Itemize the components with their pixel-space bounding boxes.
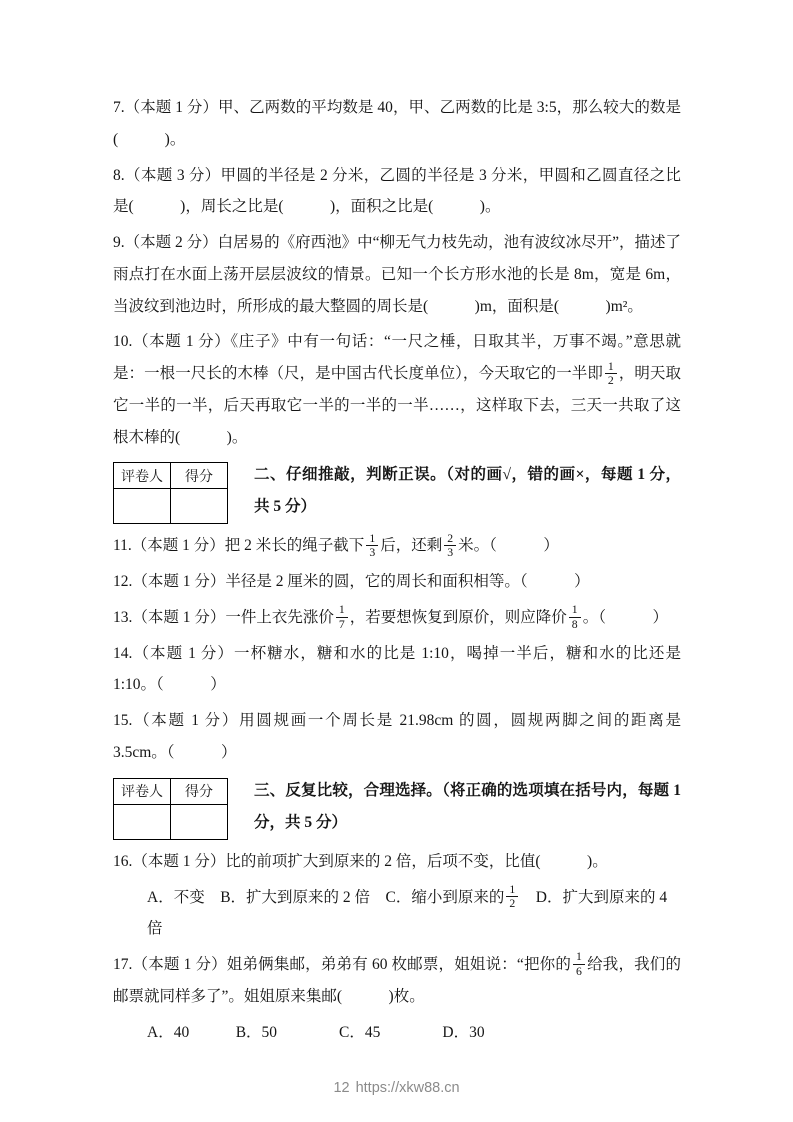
question-16-options: A．不变 B．扩大到原来的 2 倍 C．缩小到原来的 $\frac{1}{2}$ D．扩大到原来的 4 倍 [147,882,668,938]
fraction: $\frac{2}{3}$ [444,532,456,560]
score-box-section-2 [113,462,228,524]
question-9: 9.（本题 2 分）白居易的《府西池》中“柳无气力枝先动，池有波纹冰尽开”，描述了雨点打在水面上荡开层层波纹的情景。已知一个长方形水池的长是 8m，宽是 6m，当波纹到池边时，所形成的最大整圆的周长是( )m，面积是( )m²。 [113,234,681,315]
score-box-reviewer-label: 评卷人 [114,778,171,804]
question-8: 8.（本题 3 分）甲圆的半径是 2 分米，乙圆的半径是 3 分米，甲圆和乙圆直径之比是( )，周长之比是( )，面积之比是( )。 [113,166,681,216]
page-number: 12 [333,1080,350,1096]
section-2-header [113,459,681,524]
page-footer [0,1080,793,1096]
question-17-options: A．40 B．50 C．45 D．30 [147,1023,485,1041]
question-13: 13.（本题 1 分）一件上衣先涨价 $\frac{1}{7}$ ，若要想恢复到原价，则应降价 $\frac{1}{8}$ 。（ ） [113,603,668,631]
score-box-reviewer-cell [114,804,171,839]
footer-url: https://xkw88.cn [355,1080,460,1096]
question-12: 12.（本题 1 分）半径是 2 厘米的圆，它的周长和面积相等。（ ） [113,573,590,591]
section-2-title: 二、仔细推敲，判断正误。（对的画√，错的画×，每题 1 分，共 5 分） [254,466,681,516]
fraction: $\frac{1}{8}$ [569,603,581,631]
question-10: 10.（本题 1 分）《庄子》中有一句话：“一尺之棰，日取其半，万事不竭。”意思就是：一根一尺长的木棒（尺，是中国古代长度单位），今天取它的一半即 $\frac{1}{2}$ ，明天取它一半的一半，后天再取它一半的一半的一半……，这样取下去，三天一共取了这根木棒的( )。 [113,333,681,446]
score-box-score-cell [171,804,228,839]
question-14: 14.（本题 1 分）一杯糖水，糖和水的比是 1:10，喝掉一半后，糖和水的比还是 1:10。（ ） [113,644,681,694]
score-box-reviewer-label: 评卷人 [114,463,171,489]
fraction: $\frac{1}{7}$ [336,603,348,631]
score-box-score-label: 得分 [171,778,228,804]
score-box-score-label: 得分 [171,463,228,489]
fraction: $\frac{1}{2}$ [605,360,617,388]
fraction: $\frac{1}{2}$ [506,883,518,911]
score-box-reviewer-cell [114,489,171,524]
score-box-section-3 [113,778,228,840]
question-16: 16.（本题 1 分）比的前项扩大到原来的 2 倍，后项不变，比值( )。 [113,852,608,870]
section-3-title: 三、反复比较，合理选择。（将正确的选项填在括号内，每题 1 分，共 5 分） [254,781,681,831]
question-7: 7.（本题 1 分）甲、乙两数的平均数是 40，甲、乙两数的比是 3:5，那么较大的数是( )。 [113,99,681,148]
question-11: 11.（本题 1 分）把 2 米长的绳子截下 $\frac{1}{3}$ 后，还剩 $\frac{2}{3}$ 米。（ ） [113,531,559,560]
section-3-header [113,775,681,840]
score-box-score-cell [171,489,228,524]
question-17: 17.（本题 1 分）姐弟俩集邮，弟弟有 60 枚邮票，姐姐说：“把你的 $\frac{1}{6}$ 给我，我们的邮票就同样多了”。姐姐原来集邮( )枚。 [113,950,681,1005]
question-15: 15.（本题 1 分）用圆规画一个周长是 21.98cm 的圆，圆规两脚之间的距离是 3.5cm。（ ） [113,712,681,762]
fraction: $\frac{1}{3}$ [366,532,378,560]
fraction: $\frac{1}{6}$ [573,950,585,978]
